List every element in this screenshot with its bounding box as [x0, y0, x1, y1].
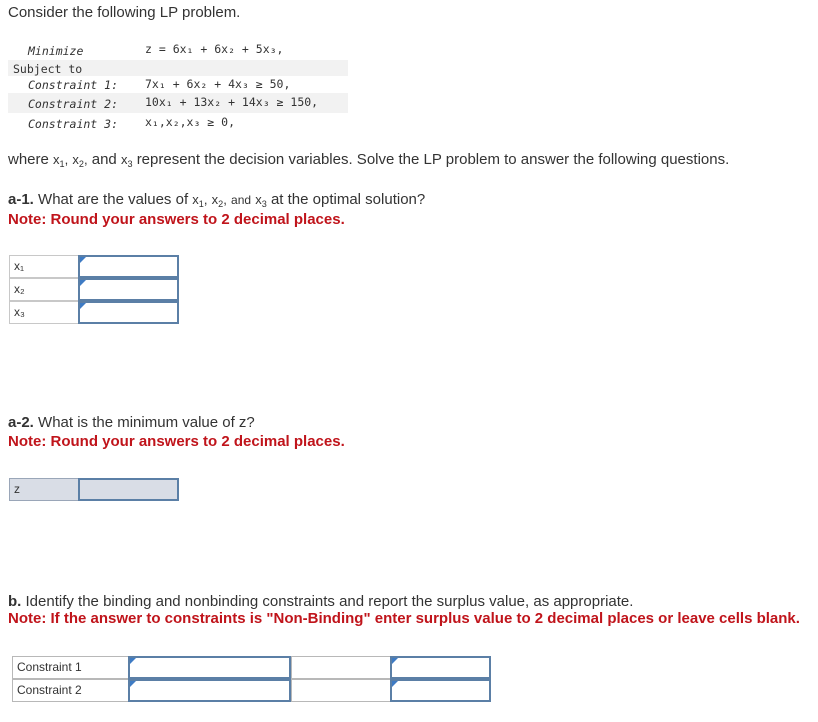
a1-note: Note: Round your answers to 2 decimal places.: [8, 211, 345, 228]
x2-input[interactable]: [78, 278, 179, 301]
constraint-1-label: Constraint 1:: [28, 78, 119, 92]
row-label-constraint-2: Constraint 2: [12, 679, 129, 702]
constraint-3-label: Constraint 3:: [28, 117, 119, 131]
constraint-2-expr: 10x₁ + 13x₂ + 14x₃ ≥ 150,: [145, 95, 319, 109]
a2-question: [8, 414, 255, 432]
input-marker-icon: [80, 303, 86, 309]
constraint-2-label: Constraint 2:: [28, 97, 119, 111]
input-marker-icon: [392, 658, 398, 664]
intro-text: Consider the following LP problem.: [8, 4, 241, 21]
a1-question-post: at the optimal solution?: [270, 191, 426, 208]
where-and: and: [91, 151, 117, 168]
a1-var-x3: $x_3$: [255, 192, 267, 209]
row-label-x1: x₁: [9, 255, 79, 278]
input-marker-icon: [130, 681, 136, 687]
a1-var-x2: $x_2$,: [211, 192, 227, 209]
where-sentence: [8, 151, 729, 169]
input-marker-icon: [130, 658, 136, 664]
var-x1: $x_1$,: [53, 152, 69, 169]
constraint-1-expr: 7x₁ + 6x₂ + 4x₃ ≥ 50,: [145, 77, 291, 91]
x3-input[interactable]: [78, 301, 179, 324]
a1-var-x1: $x_1$,: [192, 192, 208, 209]
constraint-1-surplus-input[interactable]: [390, 656, 491, 679]
constraint-3-expr: x₁,x₂,x₃ ≥ 0,: [145, 115, 236, 129]
minimize-label: Minimize: [28, 44, 84, 58]
objective-function: z = 6x₁ + 6x₂ + 5x₃,: [145, 42, 284, 56]
subject-to-label: Subject to: [13, 62, 83, 76]
b-question-text: Identify the binding and nonbinding constraints and report the surplus value, as appropriate.: [25, 593, 634, 610]
row-label-x3: x₃: [9, 301, 79, 324]
constraint-1-status-select[interactable]: [128, 656, 291, 679]
constraint-2-surplus-input[interactable]: [390, 679, 491, 702]
row-label-z: z: [9, 478, 79, 501]
a1-question: [8, 191, 425, 209]
var-x2: $x_2$,: [72, 152, 88, 169]
z-input[interactable]: [78, 478, 179, 501]
b-label: b.: [8, 593, 22, 610]
a2-label: a-2.: [8, 414, 34, 431]
a2-note: Note: Round your answers to 2 decimal places.: [8, 433, 345, 450]
input-marker-icon: [80, 257, 86, 263]
x1-input[interactable]: [78, 255, 179, 278]
var-x3: $x_3$: [120, 152, 133, 169]
a2-question-text: What is the minimum value of z?: [38, 414, 255, 431]
constraint-1-spacer: [291, 656, 391, 679]
row-label-x2: x₂: [9, 278, 79, 301]
constraint-2-spacer: [291, 679, 391, 702]
a1-and: and: [231, 193, 252, 207]
constraint-2-status-select[interactable]: [128, 679, 291, 702]
a1-question-pre: What are the values of: [38, 191, 189, 208]
input-marker-icon: [80, 280, 86, 286]
input-marker-icon: [392, 681, 398, 687]
b-question: [8, 593, 633, 611]
row-label-constraint-1: Constraint 1: [12, 656, 129, 679]
where-pre: where: [8, 151, 49, 168]
a1-label: a-1.: [8, 191, 34, 208]
b-note: Note: If the answer to constraints is "Non-Binding" enter surplus value to 2 decimal places or leave cells blank.: [8, 610, 800, 627]
where-post: represent the decision variables. Solve the LP problem to answer the following questions.: [136, 151, 730, 168]
